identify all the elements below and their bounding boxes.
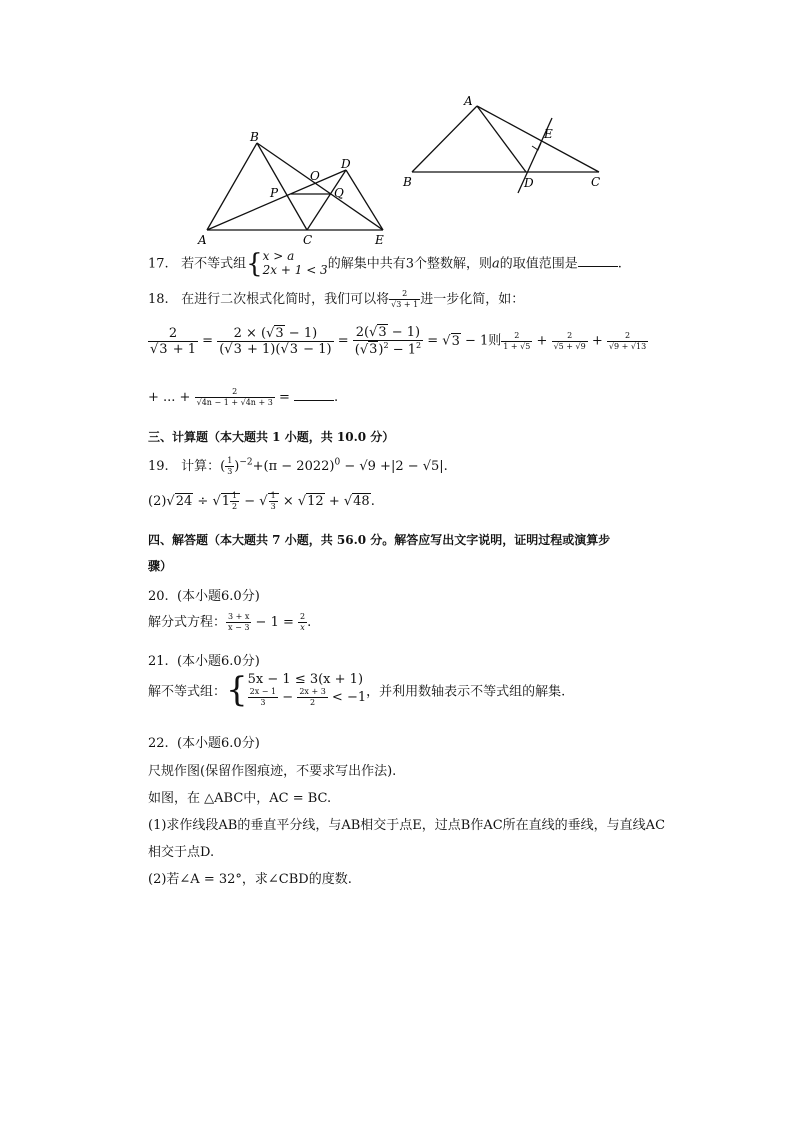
question-22-header: 22. (本小题6.0分) [148,736,260,751]
label-Q: Q [334,186,344,200]
label-B: B [250,130,259,144]
seg-BC [257,143,307,230]
question-19-part-2: (2)√24 ÷ √1 $\frac{1}{2}$ − √ $\frac{1}{3}$ × √12 + √48. [148,491,375,511]
question-22-line-2: 如图，在 △ABC中，AC = BC. [148,791,332,806]
seg-AB [207,143,257,230]
label-O: O [310,169,320,183]
seg-AD [477,106,526,172]
question-22-line-5: (2)若∠A = 32°，求∠CBD的度数. [148,872,352,887]
answer-blank[interactable] [578,255,618,267]
question-19: 19. 计算：( $\frac{1}{3}$ )$^{-2}+(\pi - 2022)^0 - √9 +|2 - √5|$. [148,456,448,476]
question-18-intro: 18. 在进行二次根式化简时，我们可以将 $\frac{2}{√3 + 1}$ 进一步化简，如： [148,289,525,309]
section-4-heading: 四、解答题（本大题共 7 小题，共 56.0 分。解答应写出文字说明，证明过程或演算步 [148,533,611,547]
seg-AB [412,106,477,172]
seg-DE [346,170,383,230]
label-C: C [303,233,313,247]
label-E: E [375,233,384,247]
question-21: 解不等式组：{ 5x − 1 ≤ 3(x + 1) $\frac{2x - 1}{3}$ − $\frac{2x + 3}{2}$ < −1 ，并利用数轴表示不等式组的解集. [148,670,566,710]
question-22-line-1: 尺规作图(保留作图痕迹，不要求写出作法). [148,764,397,779]
question-18-sum: + ... + $\frac{2}{√4n - 1 + √4n + 3}$ = . [148,387,339,407]
label-B: B [403,175,412,189]
label-C: C [591,175,601,189]
question-20-header: 20. (本小题6.0分) [148,589,260,604]
seg-AC [477,106,599,172]
question-17: 17. 若不等式组{ x > a 2x + 1 < 3 的解集中共有3个整数解，则a的取值范围是 . [148,248,622,279]
figure-quadrilateral [190,125,400,250]
label-D: D [341,157,351,171]
label-P: P [270,186,279,200]
question-21-header: 21. (本小题6.0分) [148,654,260,669]
label-A: A [198,233,207,247]
question-22-line-3: (1)求作线段AB的垂直平分线，与AB相交于点E，过点B作AC所在直线的垂线，与直线AC [148,818,666,833]
seg-AD [207,170,346,230]
section-3-heading: 三、计算题（本大题共 1 小题，共 10.0 分） [148,430,395,444]
answer-blank[interactable] [294,389,334,401]
section-4-heading-cont: 骤） [148,559,173,573]
figure-triangle [400,90,610,195]
label-D: D [524,176,534,190]
question-18-derivation: $\frac{2}{√3 + 1}$ = $\frac{2 \times (√3 - 1)}{(√3 + 1)(√3 - 1)}$ = $\frac{2(√3 - 1)}{(√3)^2 - 1^2}$ = √3 − 1则 $\frac{2}{1 + √5}$ + $\frac{2}{√5 + √9}$ + $\frac{2}{√9 + √13}$ [150,325,647,358]
question-22-line-4: 相交于点D. [148,845,215,860]
label-A: A [464,94,473,108]
label-E: E [544,127,553,141]
question-20: 解分式方程： $\frac{3 + x}{x - 3}$ − 1 = $\frac{2}{x}$ . [148,612,312,632]
